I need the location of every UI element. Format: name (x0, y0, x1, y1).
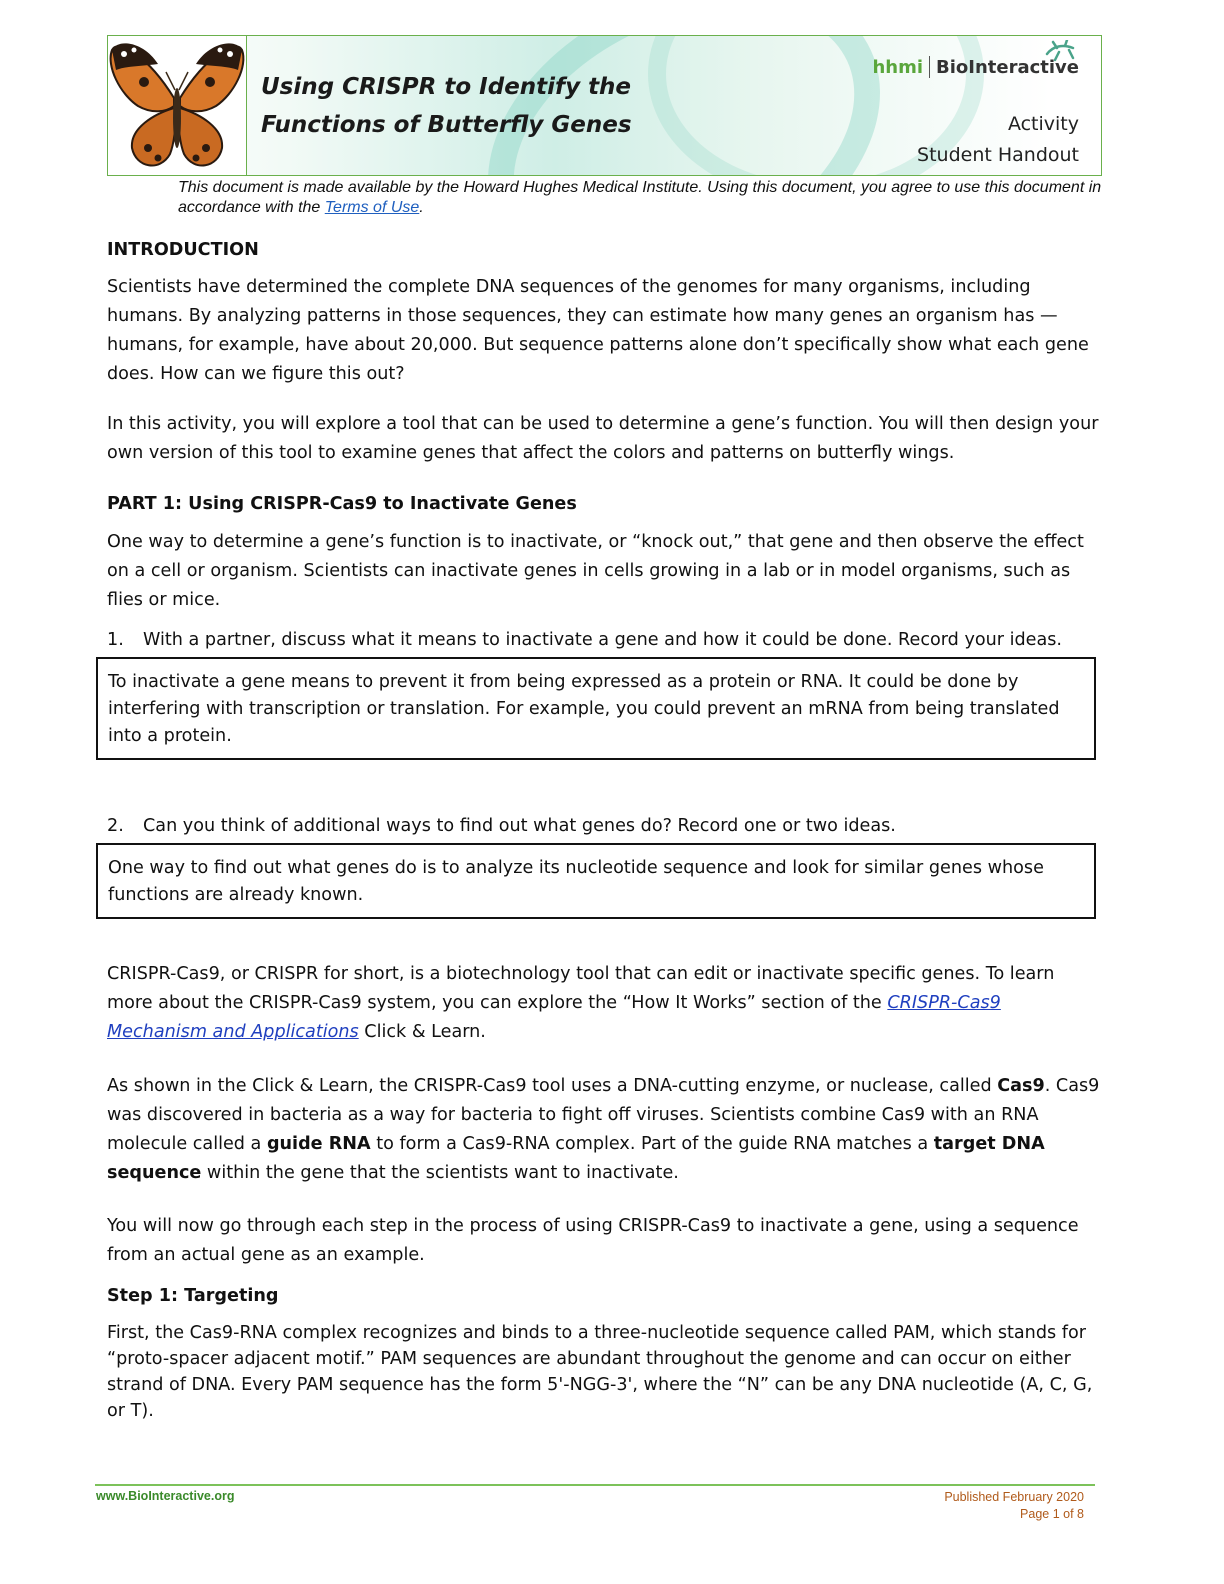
notice-text-end: . (419, 199, 424, 216)
part1-paragraph-1: One way to determine a gene’s function is to inactivate, or “knock out,” that gene and then observe the effect on a cell or organism. Scientists can inactivate genes in cells growing in a lab or in model organisms, such as flies or mice. (107, 532, 1084, 610)
target-dna-term: target DNA sequence (107, 1134, 1045, 1183)
type-activity: Activity (1007, 113, 1079, 135)
intro-paragraph-2: In this activity, you will explore a tool that can be used to determine a gene’s function. You will then design your own version of this tool to examine genes that affect the colors and patterns on butterfly wings. (107, 414, 1099, 463)
header-banner (107, 35, 1102, 176)
answer-box-2[interactable] (96, 843, 1096, 919)
question-2 (107, 816, 1102, 836)
step1-heading: Step 1: Targeting (107, 1286, 279, 1306)
logo-hhmi: hhmi (872, 56, 923, 78)
question-1-number: 1. (107, 630, 124, 650)
step1-paragraph: First, the Cas9-RNA complex recognizes and binds to a three-nucleotide sequence called PAM, which stands for “proto-spacer adjacent motif.” PAM sequences are abundant throughout the genome and can occur on either strand of DNA. Every PAM sequence has the form 5'-NGG-3', where the “N” can be any DNA nucleotide (A, C, G, or T). (107, 1323, 1093, 1421)
answer-box-1[interactable] (96, 657, 1096, 760)
footer-page-number: Page 1 of 8 (1020, 1507, 1084, 1521)
cas9-text-e: to form a Cas9-RNA complex. Part of the guide RNA matches a (370, 1134, 934, 1154)
cas9-paragraph (107, 1072, 1102, 1188)
question-1 (107, 630, 1102, 650)
crispr-paragraph-end: Click & Learn. (358, 1022, 486, 1042)
logo-biointeractive: BioInteractive (936, 56, 1079, 78)
title-line-1: Using CRISPR to Identify the (261, 74, 632, 100)
type-student-handout: Student Handout (917, 144, 1079, 166)
cas9-text-c: . Cas9 was discovered in bacteria as a way for bacteria to fight off viruses. Scientists combine Cas9 with an RNA molecule called a (107, 1076, 1100, 1154)
logo-divider (929, 56, 930, 78)
footer-published: Published February 2020 (944, 1490, 1084, 1504)
process-paragraph: You will now go through each step in the process of using CRISPR-Cas9 to inactivate a gene, using a sequence from an actual gene as an example. (107, 1216, 1079, 1265)
cas9-text-a: As shown in the Click & Learn, the CRISPR-Cas9 tool uses a DNA-cutting enzyme, or nuclease, called (107, 1076, 998, 1096)
butterfly-image (108, 36, 247, 175)
document-type (917, 109, 1079, 171)
crispr-click-learn-link[interactable]: CRISPR-Cas9 Mechanism and Applications (107, 993, 1001, 1042)
footer-info (944, 1489, 1084, 1523)
answer-2-text: One way to find out what genes do is to analyze its nucleotide sequence and look for similar genes whose functions are already known. (108, 858, 1044, 905)
guide-rna-term: guide RNA (266, 1134, 371, 1154)
cas9-text-g: within the gene that the scientists want to inactivate. (201, 1163, 679, 1183)
hhmi-biointeractive-logo (872, 56, 1079, 78)
notice-text: This document is made available by the Howard Hughes Medical Institute. Using this document, you agree to use this document in accordance with the (178, 179, 1102, 216)
part1-heading: PART 1: Using CRISPR-Cas9 to Inactivate Genes (107, 494, 577, 514)
document-title (261, 68, 681, 144)
footer-divider (95, 1484, 1095, 1486)
question-2-text: Can you think of additional ways to find out what genes do? Record one or two ideas. (143, 816, 896, 836)
crispr-paragraph-text: CRISPR-Cas9, or CRISPR for short, is a biotechnology tool that can edit or inactivate specific genes. To learn more about the CRISPR-Cas9 system, you can explore the “How It Works” section of the (107, 964, 1055, 1013)
question-1-text: With a partner, discuss what it means to inactivate a gene and how it could be done. Record your ideas. (143, 630, 1063, 650)
terms-of-use-link[interactable]: Terms of Use (324, 199, 420, 216)
introduction-heading: INTRODUCTION (107, 240, 259, 260)
crispr-paragraph (107, 960, 1102, 1047)
usage-notice (178, 178, 1118, 218)
title-line-2: Functions of Butterfly Genes (261, 112, 632, 138)
question-2-number: 2. (107, 816, 124, 836)
answer-1-text: To inactivate a gene means to prevent it from being expressed as a protein or RNA. It could be done by interfering with transcription or translation. For example, you could prevent an mRNA from being translated into a protein. (108, 672, 1060, 746)
intro-paragraph-1: Scientists have determined the complete DNA sequences of the genomes for many organisms, including humans. By analyzing patterns in those sequences, they can estimate how many genes an organism has — humans, for example, have about 20,000. But sequence patterns alone don’t specifically show what each gene does. How can we figure this out? (107, 277, 1089, 384)
cas9-term: Cas9 (997, 1076, 1045, 1096)
footer-website: www.BioInteractive.org (96, 1489, 235, 1503)
